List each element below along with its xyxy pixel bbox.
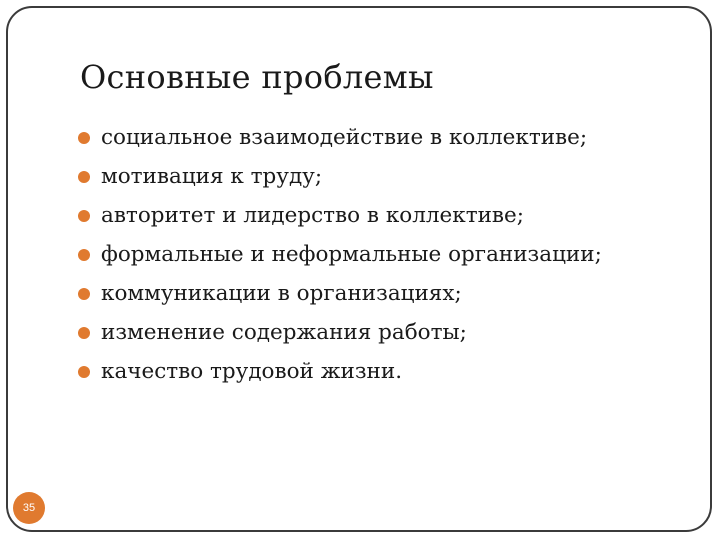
list-item-text: социальное взаимодействие в коллективе; [101,125,588,150]
list-item-text: формальные и неформальные организации; [101,242,602,267]
list-item [78,313,602,352]
bullet-icon [78,132,90,144]
slide-title: Основные проблемы [80,58,434,96]
list-item-text: коммуникации в организациях; [101,281,462,306]
list-item-text: качество трудовой жизни. [101,359,403,384]
bullet-icon [78,366,90,378]
list-item [78,235,602,274]
list-item-text: авторитет и лидерство в коллективе; [101,203,524,228]
page-number-badge: 35 [13,492,45,524]
list-item-text: изменение содержания работы; [101,320,467,345]
bullet-icon [78,249,90,261]
bullet-icon [78,327,90,339]
list-item [78,157,602,196]
bullet-icon [78,210,90,222]
list-item [78,352,602,391]
bullet-icon [78,288,90,300]
list-item [78,196,602,235]
list-item-text: мотивация к труду; [101,164,323,189]
list-item [78,118,602,157]
list-item [78,274,602,313]
bullet-list [78,118,602,391]
bullet-icon [78,171,90,183]
